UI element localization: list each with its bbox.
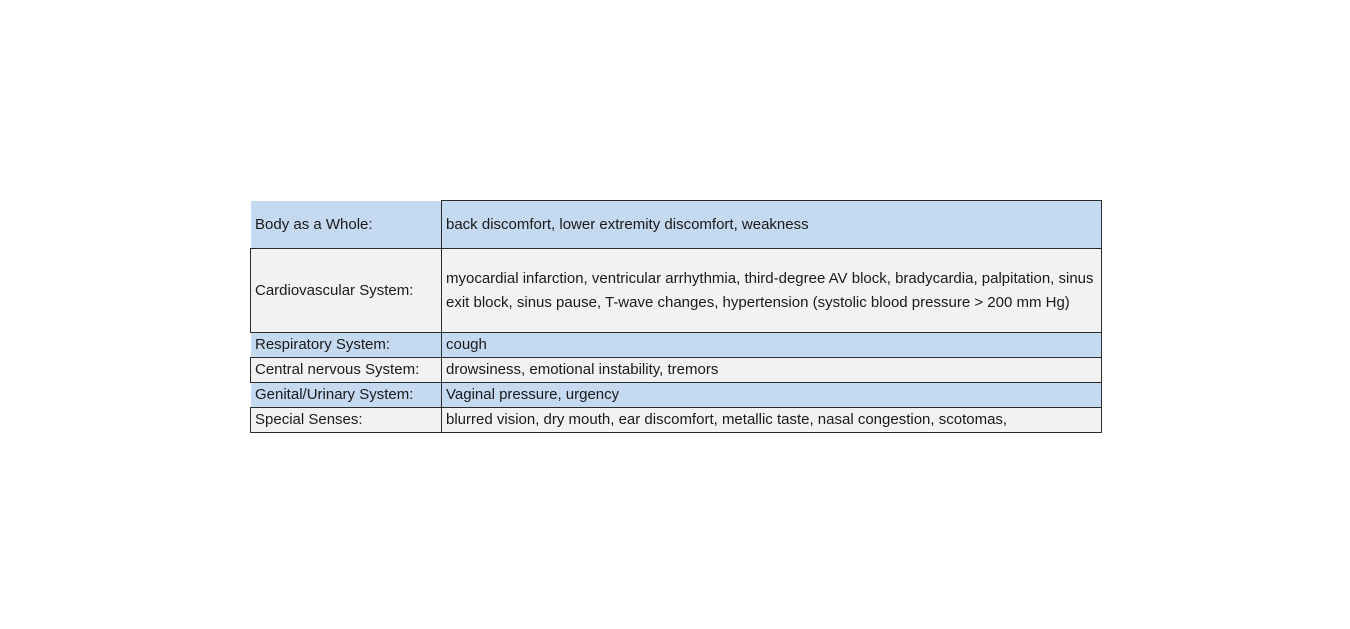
table-row-genital-urinary xyxy=(251,383,1102,408)
row-label: Special Senses: xyxy=(251,408,442,433)
row-value: myocardial infarction, ventricular arrhythmia, third-degree AV block, bradycardia, palpitation, sinus exit block, sinus pause, T-wave changes, hypertension (systolic blood pressure > 200 mm Hg) xyxy=(442,249,1102,333)
row-label: Respiratory System: xyxy=(251,333,442,358)
row-value: back discomfort, lower extremity discomfort, weakness xyxy=(442,201,1102,249)
row-label: Central nervous System: xyxy=(251,358,442,383)
row-value: Vaginal pressure, urgency xyxy=(442,383,1102,408)
table-row-special-senses xyxy=(251,408,1102,433)
row-value: drowsiness, emotional instability, tremors xyxy=(442,358,1102,383)
table-row-body-as-whole xyxy=(251,201,1102,249)
table-row-central-nervous xyxy=(251,358,1102,383)
table-row-cardiovascular xyxy=(251,249,1102,333)
row-label: Genital/Urinary System: xyxy=(251,383,442,408)
adverse-reactions-table xyxy=(250,200,1102,433)
row-value: blurred vision, dry mouth, ear discomfort, metallic taste, nasal congestion, scotomas, xyxy=(442,408,1102,433)
row-value: cough xyxy=(442,333,1102,358)
row-label: Cardiovascular System: xyxy=(251,249,442,333)
table-row-respiratory xyxy=(251,333,1102,358)
row-label: Body as a Whole: xyxy=(251,201,442,249)
